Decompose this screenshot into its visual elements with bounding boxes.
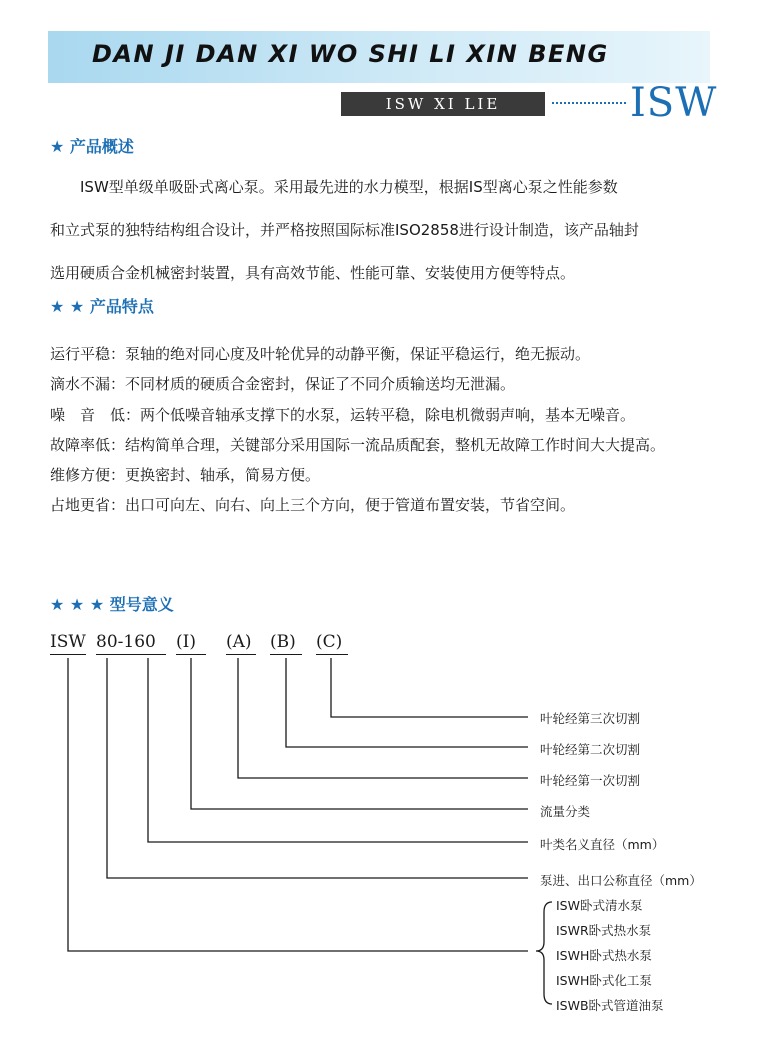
leader-line: [148, 658, 528, 842]
features-title: ★ ★ 产品特点: [50, 297, 154, 316]
leader-line: [331, 658, 528, 717]
code-part-b: (B): [270, 632, 296, 652]
code-part-a: (A): [226, 632, 252, 652]
overview-line-1: ISW型单级单吸卧式离心泵。采用最先进的水力模型，根据IS型离心泵之性能参数: [80, 178, 618, 196]
code-part-diameter: 80-160: [96, 632, 156, 652]
legend-item: 叶轮经第一次切割: [540, 773, 641, 788]
feature-item: 占地更省：出口可向左、向右、向上三个方向，便于管道布置安装，节省空间。: [50, 496, 576, 514]
overview-line-3: 选用硬质合金机械密封装置，具有高效节能、性能可靠、安装使用方便等特点。: [50, 264, 576, 282]
type-item: ISWR卧式热水泵: [556, 923, 652, 938]
overview-title: ★ 产品概述: [50, 137, 134, 156]
feature-item: 故障率低：结构简单合理，关键部分采用国际一流品质配套，整机无故障工作时间大大提高。: [50, 436, 666, 454]
series-label: ISW XI LIE: [341, 92, 545, 116]
overview-line-2: 和立式泵的独特结构组合设计，并严格按照国际标准ISO2858进行设计制造，该产品轴封: [50, 221, 639, 239]
type-item: ISWB卧式管道油泵: [556, 998, 664, 1013]
legend-item: 泵进、出口公称直径（mm）: [540, 873, 702, 888]
brace-icon: [536, 902, 552, 1004]
header-title: DAN JI DAN XI WO SHI LI XIN BENG: [92, 40, 609, 68]
leader-line: [238, 658, 528, 778]
model-title: ★ ★ ★ 型号意义: [50, 595, 174, 614]
leader-line: [191, 658, 528, 809]
feature-item: 运行平稳：泵轴的绝对同心度及叶轮优异的动静平衡，保证平稳运行，绝无振动。: [50, 345, 591, 363]
feature-item: 维修方便：更换密封、轴承，简易方便。: [50, 466, 321, 484]
series-brand: ISW: [630, 80, 718, 126]
legend-item: 叶轮经第二次切割: [540, 742, 641, 757]
legend-item: 流量分类: [540, 804, 591, 819]
type-item: ISWH卧式热水泵: [556, 948, 652, 963]
code-part-c: (C): [316, 632, 343, 652]
leader-line: [286, 658, 528, 747]
legend-item: 叶类名义直径（mm）: [540, 837, 665, 852]
leader-line: [107, 658, 528, 878]
code-part-series: ISW: [50, 632, 86, 652]
code-part-i: (I): [176, 632, 196, 652]
legend-item: 叶轮经第三次切割: [540, 711, 641, 726]
leader-line: [68, 658, 528, 951]
type-item: ISW卧式清水泵: [556, 898, 643, 913]
feature-item: 滴水不漏：不同材质的硬质合金密封，保证了不同介质输送均无泄漏。: [50, 375, 516, 393]
type-item: ISWH卧式化工泵: [556, 973, 652, 988]
feature-item: 噪 音 低：两个低噪音轴承支撑下的水泵，运转平稳，除电机微弱声响，基本无噪音。: [50, 406, 636, 424]
